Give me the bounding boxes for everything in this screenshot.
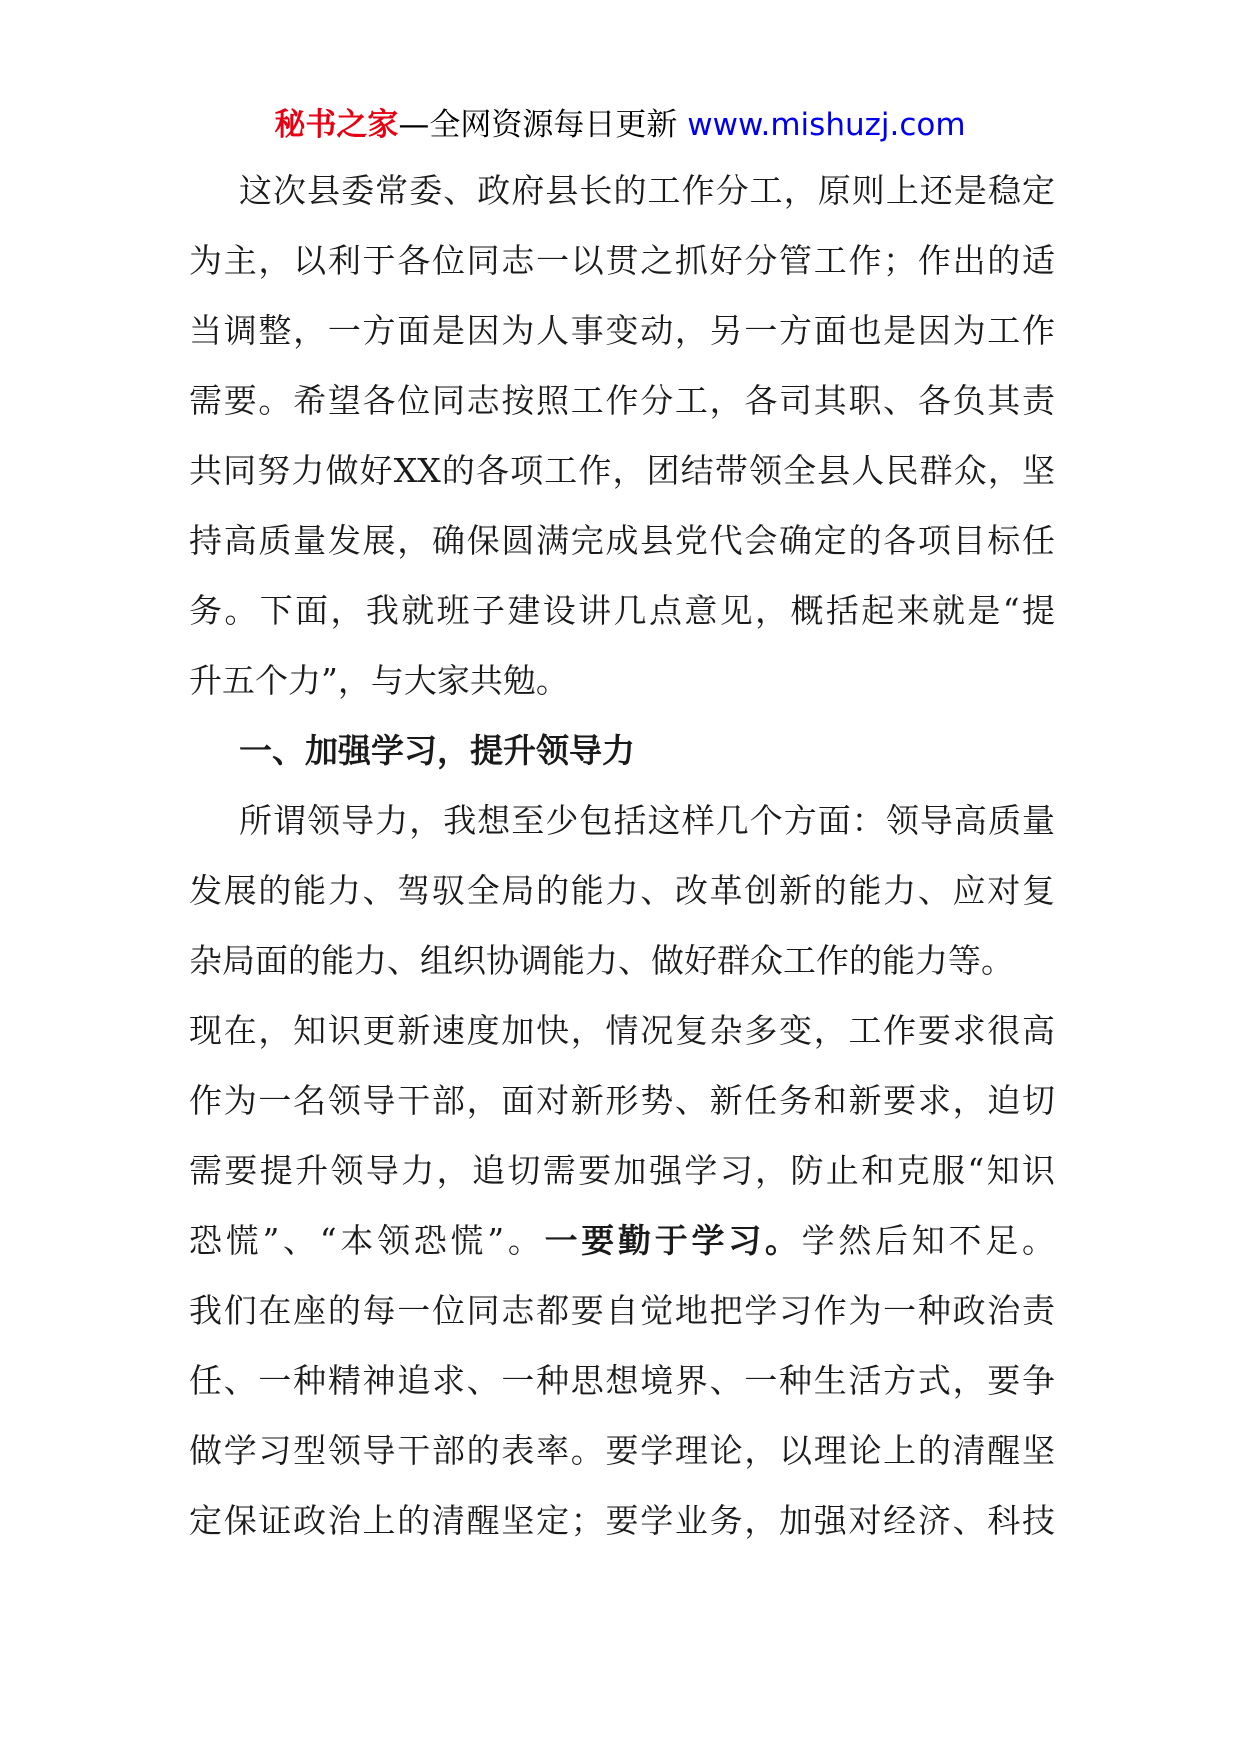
header-slogan: —全网资源每日更新 [398,107,678,143]
paragraph-line: 作为一名领导干部，面对新形势、新任务和新要求，迫切 [189,1081,1055,1120]
document-body [189,156,1055,1556]
page-header [0,100,1240,150]
paragraph-line: 务。下面，我就班子建设讲几点意见，概括起来就是“提 [189,591,1055,630]
paragraph-line: 持高质量发展，确保圆满完成县党代会确定的各项目标任 [189,521,1055,560]
paragraph-line: 需要提升领导力，追切需要加强学习，防止和克服“知识 [189,1151,1055,1190]
paragraph-line: 定保证政治上的清醒坚定；要学业务，加强对经济、科技 [189,1501,1055,1540]
paragraph-line: 为主，以利于各位同志一以贯之抓好分管工作；作出的适 [189,241,1055,280]
paragraph-line: 升五个力”，与大家共勉。 [189,661,569,700]
paragraph-line: 共同努力做好XX的各项工作，团结带领全县人民群众，坚 [189,451,1055,490]
paragraph-line: 做学习型领导干部的表率。要学理论，以理论上的清醒坚 [189,1431,1055,1470]
paragraph-line: 任、一种精神追求、一种思想境界、一种生活方式，要争 [189,1361,1055,1400]
paragraph-line: 所谓领导力，我想至少包括这样几个方面：领导高质量 [239,801,1055,840]
paragraph-line: 需要。希望各位同志按照工作分工，各司其职、各负其责 [189,381,1055,420]
paragraph-line: 杂局面的能力、组织协调能力、做好群众工作的能力等。 [189,941,1014,980]
site-url-link[interactable]: www.mishuzj.com [687,107,966,143]
paragraph-line: 当调整，一方面是因为人事变动，另一方面也是因为工作 [189,311,1055,350]
line-text-before: 恐慌”、“本领恐慌”。 [189,1221,545,1260]
paragraph-line: 我们在座的每一位同志都要自觉地把学习作为一种政治责 [189,1291,1055,1330]
section-heading: 一、加强学习，提升领导力 [239,731,635,770]
emphasis-text: 一要勤于学习。 [544,1221,802,1260]
paragraph-line: 现在，知识更新速度加快，情况复杂多变，工作要求很高 [189,1011,1055,1050]
brand-name: 秘书之家 [274,107,399,143]
paragraph-line: 发展的能力、驾驭全局的能力、改革创新的能力、应对复 [189,871,1055,910]
line-text-after: 学然后知不足。 [801,1221,1055,1260]
paragraph-line: 这次县委常委、政府县长的工作分工，原则上还是稳定 [239,171,1055,210]
paragraph-line-mixed [189,1206,1055,1276]
